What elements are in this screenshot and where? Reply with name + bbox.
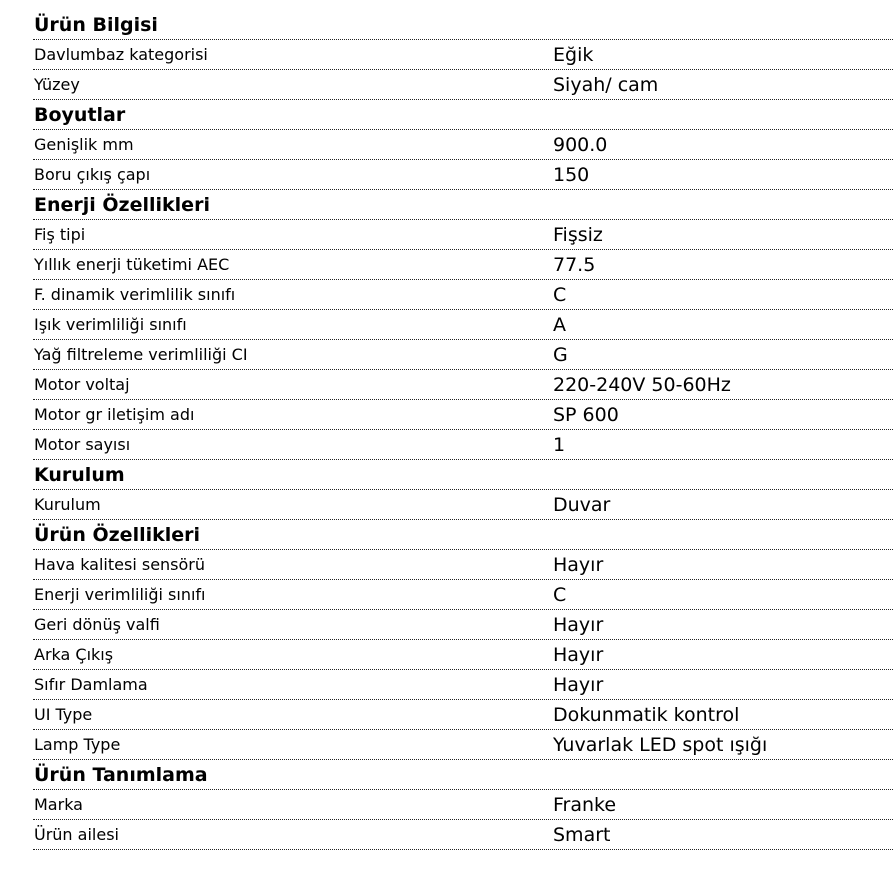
- spec-row: [33, 430, 893, 460]
- spec-label: UI Type: [34, 705, 93, 724]
- spec-row: [33, 340, 893, 370]
- spec-row: [33, 130, 893, 160]
- spec-value: Dokunmatik kontrol: [553, 704, 740, 726]
- spec-value: Hayır: [553, 674, 604, 696]
- spec-row: [33, 730, 893, 760]
- spec-value: Fişsiz: [553, 224, 603, 246]
- spec-value: 150: [553, 164, 590, 186]
- spec-value: Hayır: [553, 614, 604, 636]
- spec-value: Duvar: [553, 494, 611, 516]
- spec-value: C: [553, 284, 567, 306]
- spec-row: [33, 790, 893, 820]
- spec-value: Smart: [553, 824, 611, 846]
- spec-label: Motor gr iletişim adı: [34, 405, 195, 424]
- spec-label: Arka Çıkış: [34, 645, 114, 664]
- spec-value: G: [553, 344, 568, 366]
- spec-row: [33, 250, 893, 280]
- spec-row: [33, 280, 893, 310]
- spec-row: [33, 70, 893, 100]
- spec-row: [33, 670, 893, 700]
- spec-row: [33, 610, 893, 640]
- section-header: [33, 520, 893, 550]
- spec-label: Lamp Type: [34, 735, 121, 754]
- section-title: Kurulum: [34, 464, 125, 486]
- spec-label: Geri dönüş valfi: [34, 615, 160, 634]
- spec-value: Franke: [553, 794, 617, 816]
- spec-value: 1: [553, 434, 566, 456]
- spec-label: Genişlik mm: [34, 135, 134, 154]
- spec-label: Motor sayısı: [34, 435, 131, 454]
- spec-table: [33, 10, 893, 850]
- spec-value: 900.0: [553, 134, 608, 156]
- spec-row: [33, 820, 893, 850]
- spec-row: [33, 370, 893, 400]
- spec-label: Işık verimliliği sınıfı: [34, 315, 187, 334]
- spec-value: Yuvarlak LED spot ışığı: [553, 734, 768, 756]
- spec-label: Yüzey: [34, 75, 80, 94]
- spec-label: Davlumbaz kategorisi: [34, 45, 208, 64]
- spec-value: Hayır: [553, 554, 604, 576]
- spec-row: [33, 40, 893, 70]
- spec-value: 77.5: [553, 254, 596, 276]
- spec-value: 220-240V 50-60Hz: [553, 374, 731, 396]
- section-header: [33, 10, 893, 40]
- spec-value: SP 600: [553, 404, 619, 426]
- spec-row: [33, 550, 893, 580]
- spec-label: Kurulum: [34, 495, 101, 514]
- spec-row: [33, 160, 893, 190]
- spec-label: Yağ filtreleme verimliliği CI: [34, 345, 248, 364]
- spec-label: Enerji verimliliği sınıfı: [34, 585, 206, 604]
- spec-label: Ürün ailesi: [34, 825, 119, 844]
- spec-value: Eğik: [553, 44, 594, 66]
- section-header: [33, 460, 893, 490]
- section-title: Ürün Tanımlama: [34, 764, 208, 786]
- spec-label: Motor voltaj: [34, 375, 130, 394]
- spec-label: Boru çıkış çapı: [34, 165, 151, 184]
- spec-label: Sıfır Damlama: [34, 675, 148, 694]
- spec-value: Siyah/ cam: [553, 74, 659, 96]
- spec-label: F. dinamik verimlilik sınıfı: [34, 285, 236, 304]
- section-title: Boyutlar: [34, 104, 126, 126]
- section-header: [33, 100, 893, 130]
- spec-row: [33, 490, 893, 520]
- spec-row: [33, 400, 893, 430]
- spec-label: Fiş tipi: [34, 225, 86, 244]
- section-title: Ürün Bilgisi: [34, 14, 158, 36]
- spec-row: [33, 310, 893, 340]
- spec-value: Hayır: [553, 644, 604, 666]
- spec-label: Hava kalitesi sensörü: [34, 555, 206, 574]
- spec-value: A: [553, 314, 566, 336]
- section-title: Ürün Özellikleri: [34, 524, 201, 546]
- spec-row: [33, 220, 893, 250]
- section-title: Enerji Özellikleri: [34, 194, 210, 216]
- spec-row: [33, 700, 893, 730]
- section-header: [33, 190, 893, 220]
- spec-row: [33, 580, 893, 610]
- section-header: [33, 760, 893, 790]
- spec-value: C: [553, 584, 567, 606]
- spec-row: [33, 640, 893, 670]
- spec-label: Marka: [34, 795, 83, 814]
- spec-label: Yıllık enerji tüketimi AEC: [34, 255, 230, 274]
